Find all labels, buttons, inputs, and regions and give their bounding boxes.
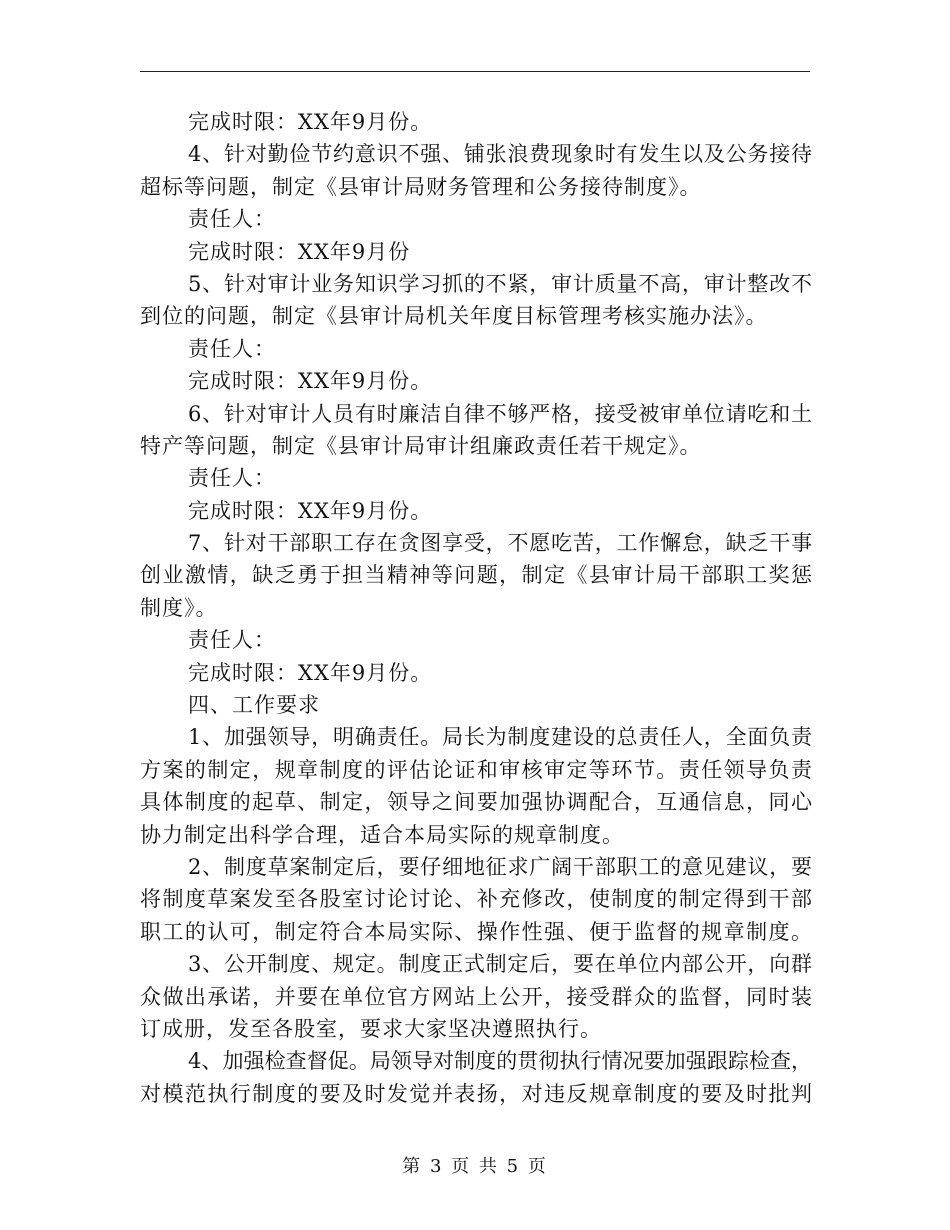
- text-line: 完成时限：XX年9月份。: [188, 369, 433, 394]
- page-number-footer: 第 3 页 共 5 页: [402, 1156, 548, 1177]
- text-line: 订成册，发至各股室，要求大家坚决遵照执行。: [140, 1016, 602, 1041]
- text-line: 完成时限：XX年9月份。: [188, 660, 433, 685]
- text-line: 将制度草案发至各股室讨论讨论、补充修改，使制度的制定得到干部: [140, 887, 812, 912]
- text-line: 2、制度草案制定后，要仔细地征求广阔干部职工的意见建议，要: [188, 854, 812, 879]
- text-line: 4、针对勤俭节约意识不强、铺张浪费现象时有发生以及公务接待: [188, 142, 812, 167]
- text-line: 协力制定出科学合理，适合本局实际的规章制度。: [140, 822, 624, 847]
- text-line: 6、针对审计人员有时廉洁自律不够严格，接受被审单位请吃和土: [188, 401, 812, 426]
- text-line: 责任人：: [188, 336, 276, 361]
- text-line: 责任人：: [188, 207, 276, 232]
- text-line: 1、加强领导，明确责任。局长为制度建设的总责任人，全面负责: [188, 725, 812, 750]
- text-line: 责任人：: [188, 466, 276, 491]
- document-body: [140, 106, 812, 1110]
- text-line: 3、公开制度、规定。制度正式制定后，要在单位内部公开，向群: [188, 952, 812, 977]
- text-line: 对模范执行制度的要及时发觉并表扬，对违反规章制度的要及时批判: [140, 1081, 812, 1106]
- text-line: 完成时限：XX年9月份。: [188, 110, 433, 134]
- text-line: 职工的认可，制定符合本局实际、操作性强、便于监督的规章制度。: [140, 919, 812, 944]
- text-line: 众做出承诺，并要在单位官方网站上公开，接受群众的监督，同时装: [140, 984, 812, 1009]
- text-line: 5、针对审计业务知识学习抓的不紧，审计质量不高，审计整改不: [188, 271, 812, 296]
- text-line: 创业激情，缺乏勇于担当精神等问题，制定《县审计局干部职工奖惩: [140, 563, 812, 588]
- text-line: 7、针对干部职工存在贪图享受，不愿吃苦，工作懈怠，缺乏干事: [188, 531, 812, 556]
- text-line: 制度》。: [140, 595, 218, 620]
- section-heading: 四、工作要求: [188, 693, 320, 718]
- text-line: 完成时限：XX年9月份: [188, 239, 411, 264]
- text-line: 责任人：: [188, 628, 276, 653]
- text-line: 完成时限：XX年9月份。: [188, 498, 433, 523]
- text-line: 方案的制定，规章制度的评估论证和审核审定等环节。责任领导负责: [140, 757, 812, 782]
- header-rule: [140, 71, 810, 72]
- text-line: 超标等问题，制定《县审计局财务管理和公务接待制度》。: [140, 174, 702, 199]
- text-line: 到位的问题，制定《县审计局机关年度目标管理考核实施办法》。: [140, 304, 768, 329]
- text-line: 4、加强检查督促。局领导对制度的贯彻执行情况要加强跟踪检查，: [188, 1049, 812, 1074]
- text-line: 具体制度的起草、制定，领导之间要加强协调配合，互通信息，同心: [140, 790, 812, 815]
- text-line: 特产等问题，制定《县审计局审计组廉政责任若干规定》。: [140, 433, 702, 458]
